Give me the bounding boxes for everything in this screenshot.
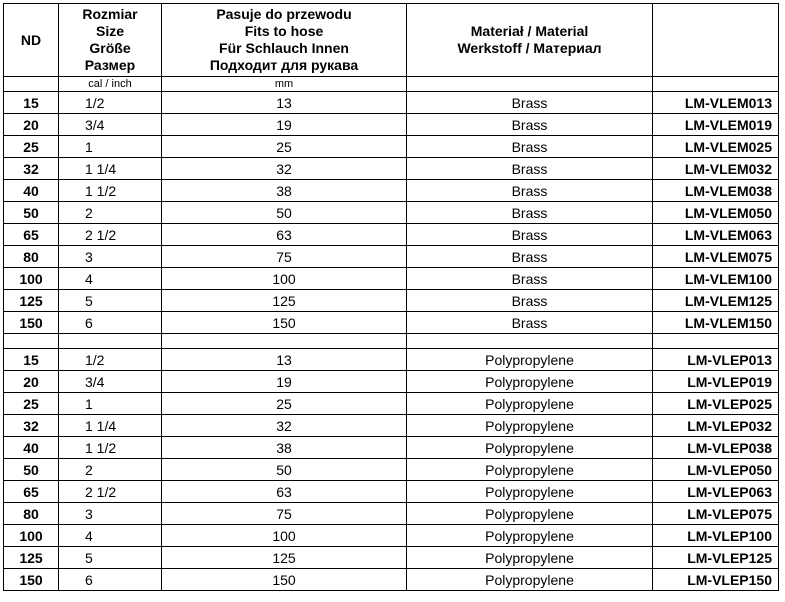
units-material: [407, 77, 653, 92]
cell-nd: 100: [4, 268, 59, 290]
cell-hose-diameter: 63: [162, 224, 407, 246]
cell-product-code: LM-VLEP013: [653, 349, 779, 371]
cell-product-code: LM-VLEM100: [653, 268, 779, 290]
cell-size: 5: [59, 547, 162, 569]
cell-product-code: LM-VLEP025: [653, 393, 779, 415]
cell-nd: 125: [4, 290, 59, 312]
cell-material: Brass: [407, 224, 653, 246]
cell-material: Brass: [407, 92, 653, 114]
cell-product-code: LM-VLEM150: [653, 312, 779, 334]
cell-nd: 15: [4, 92, 59, 114]
cell-size: 1/2: [59, 92, 162, 114]
table-row: [4, 547, 779, 569]
table-row: [4, 525, 779, 547]
cell-hose-diameter: 75: [162, 503, 407, 525]
cell-product-code: LM-VLEP063: [653, 481, 779, 503]
cell-material: Polypropylene: [407, 415, 653, 437]
units-code: [653, 77, 779, 92]
cell-nd: 20: [4, 114, 59, 136]
cell-product-code: LM-VLEM013: [653, 92, 779, 114]
cell-hose-diameter: 25: [162, 393, 407, 415]
table-row: [4, 180, 779, 202]
cell-material: Polypropylene: [407, 481, 653, 503]
cell-hose-diameter: 100: [162, 268, 407, 290]
cell-size: 3/4: [59, 114, 162, 136]
units-size: cal / inch: [59, 77, 162, 92]
cell-nd: 100: [4, 525, 59, 547]
table-row: [4, 268, 779, 290]
cell-material: Polypropylene: [407, 437, 653, 459]
separator-row: [4, 334, 779, 349]
cell-material: Brass: [407, 290, 653, 312]
cell-size: 1 1/2: [59, 437, 162, 459]
cell-material: Polypropylene: [407, 459, 653, 481]
cell-hose-diameter: 125: [162, 290, 407, 312]
cell-nd: 20: [4, 371, 59, 393]
cell-size: 5: [59, 290, 162, 312]
cell-product-code: LM-VLEP038: [653, 437, 779, 459]
cell-hose-diameter: 50: [162, 459, 407, 481]
table-row: [4, 202, 779, 224]
table-row: [4, 136, 779, 158]
table-row: [4, 415, 779, 437]
cell-nd: 15: [4, 349, 59, 371]
cell-hose-diameter: 32: [162, 158, 407, 180]
cell-product-code: LM-VLEM075: [653, 246, 779, 268]
cell-nd: 125: [4, 547, 59, 569]
cell-material: Polypropylene: [407, 547, 653, 569]
cell-product-code: LM-VLEM019: [653, 114, 779, 136]
header-size-line: Размер: [84, 57, 136, 73]
header-size-line: Size: [95, 23, 124, 39]
table-row: [4, 158, 779, 180]
cell-nd: 65: [4, 481, 59, 503]
cell-hose-diameter: 125: [162, 547, 407, 569]
cell-size: 4: [59, 268, 162, 290]
header-material-line: Werkstoff / Материал: [457, 40, 602, 56]
cell-hose-diameter: 38: [162, 437, 407, 459]
cell-hose-diameter: 19: [162, 114, 407, 136]
cell-product-code: LM-VLEM125: [653, 290, 779, 312]
header-row: [4, 4, 779, 77]
cell-material: Polypropylene: [407, 569, 653, 591]
cell-hose-diameter: 75: [162, 246, 407, 268]
cell-size: 1: [59, 393, 162, 415]
cell-material: Polypropylene: [407, 393, 653, 415]
cell-size: 1 1/4: [59, 158, 162, 180]
cell-hose-diameter: 63: [162, 481, 407, 503]
separator-cell: [653, 334, 779, 349]
cell-nd: 50: [4, 459, 59, 481]
cell-hose-diameter: 38: [162, 180, 407, 202]
cell-hose-diameter: 13: [162, 92, 407, 114]
cell-nd: 25: [4, 393, 59, 415]
cell-size: 1: [59, 136, 162, 158]
cell-product-code: LM-VLEP019: [653, 371, 779, 393]
cell-nd: 80: [4, 503, 59, 525]
header-size-line: Rozmiar: [82, 6, 138, 22]
header-fits-line: Für Schlauch Innen: [219, 40, 349, 56]
cell-product-code: LM-VLEP100: [653, 525, 779, 547]
cell-product-code: LM-VLEP125: [653, 547, 779, 569]
cell-size: 6: [59, 312, 162, 334]
cell-product-code: LM-VLEP050: [653, 459, 779, 481]
cell-nd: 80: [4, 246, 59, 268]
cell-product-code: LM-VLEM063: [653, 224, 779, 246]
cell-product-code: LM-VLEM025: [653, 136, 779, 158]
cell-nd: 32: [4, 158, 59, 180]
cell-size: 3/4: [59, 371, 162, 393]
header-fits-line: Fits to hose: [244, 23, 324, 39]
cell-hose-diameter: 150: [162, 312, 407, 334]
cell-material: Brass: [407, 136, 653, 158]
header-fits-line: Подходит для рукава: [209, 57, 359, 73]
cell-material: Brass: [407, 180, 653, 202]
cell-material: Brass: [407, 202, 653, 224]
cell-product-code: LM-VLEM038: [653, 180, 779, 202]
cell-size: 2: [59, 459, 162, 481]
cell-size: 2 1/2: [59, 224, 162, 246]
cell-nd: 50: [4, 202, 59, 224]
cell-material: Brass: [407, 268, 653, 290]
header-code: [653, 4, 779, 77]
units-fits: mm: [162, 77, 407, 92]
cell-size: 1 1/4: [59, 415, 162, 437]
units-nd: [4, 77, 59, 92]
table-row: [4, 569, 779, 591]
cell-nd: 65: [4, 224, 59, 246]
separator-cell: [162, 334, 407, 349]
cell-size: 3: [59, 503, 162, 525]
units-row: [4, 77, 779, 92]
table-row: [4, 349, 779, 371]
table-row: [4, 246, 779, 268]
table-row: [4, 371, 779, 393]
cell-product-code: LM-VLEM050: [653, 202, 779, 224]
cell-hose-diameter: 100: [162, 525, 407, 547]
table-row: [4, 312, 779, 334]
header-fits-to-hose: [162, 4, 407, 77]
table-row: [4, 437, 779, 459]
cell-material: Polypropylene: [407, 503, 653, 525]
cell-product-code: LM-VLEP150: [653, 569, 779, 591]
header-nd: ND: [4, 4, 59, 77]
header-material: [407, 4, 653, 77]
cell-size: 1 1/2: [59, 180, 162, 202]
cell-hose-diameter: 150: [162, 569, 407, 591]
cell-size: 1/2: [59, 349, 162, 371]
cell-nd: 25: [4, 136, 59, 158]
separator-cell: [407, 334, 653, 349]
table-row: [4, 459, 779, 481]
header-fits-line: Pasuje do przewodu: [216, 6, 352, 22]
cell-material: Brass: [407, 114, 653, 136]
cell-nd: 32: [4, 415, 59, 437]
cell-material: Brass: [407, 246, 653, 268]
separator-cell: [4, 334, 59, 349]
cell-size: 3: [59, 246, 162, 268]
cell-nd: 40: [4, 180, 59, 202]
header-material-line: Materiał / Material: [470, 23, 589, 39]
cell-hose-diameter: 19: [162, 371, 407, 393]
product-spec-table: [3, 3, 779, 591]
separator-cell: [59, 334, 162, 349]
table-row: [4, 393, 779, 415]
cell-product-code: LM-VLEM032: [653, 158, 779, 180]
table-row: [4, 290, 779, 312]
cell-product-code: LM-VLEP032: [653, 415, 779, 437]
cell-product-code: LM-VLEP075: [653, 503, 779, 525]
header-size-line: Größe: [89, 40, 131, 56]
cell-material: Brass: [407, 312, 653, 334]
cell-hose-diameter: 13: [162, 349, 407, 371]
cell-hose-diameter: 50: [162, 202, 407, 224]
table-row: [4, 92, 779, 114]
header-size: [59, 4, 162, 77]
table-row: [4, 224, 779, 246]
table-row: [4, 114, 779, 136]
cell-hose-diameter: 32: [162, 415, 407, 437]
table-row: [4, 481, 779, 503]
table-row: [4, 503, 779, 525]
cell-material: Polypropylene: [407, 349, 653, 371]
cell-material: Polypropylene: [407, 525, 653, 547]
cell-hose-diameter: 25: [162, 136, 407, 158]
cell-nd: 150: [4, 312, 59, 334]
cell-material: Polypropylene: [407, 371, 653, 393]
cell-size: 2: [59, 202, 162, 224]
cell-nd: 40: [4, 437, 59, 459]
cell-nd: 150: [4, 569, 59, 591]
cell-size: 2 1/2: [59, 481, 162, 503]
cell-size: 6: [59, 569, 162, 591]
cell-size: 4: [59, 525, 162, 547]
cell-material: Brass: [407, 158, 653, 180]
